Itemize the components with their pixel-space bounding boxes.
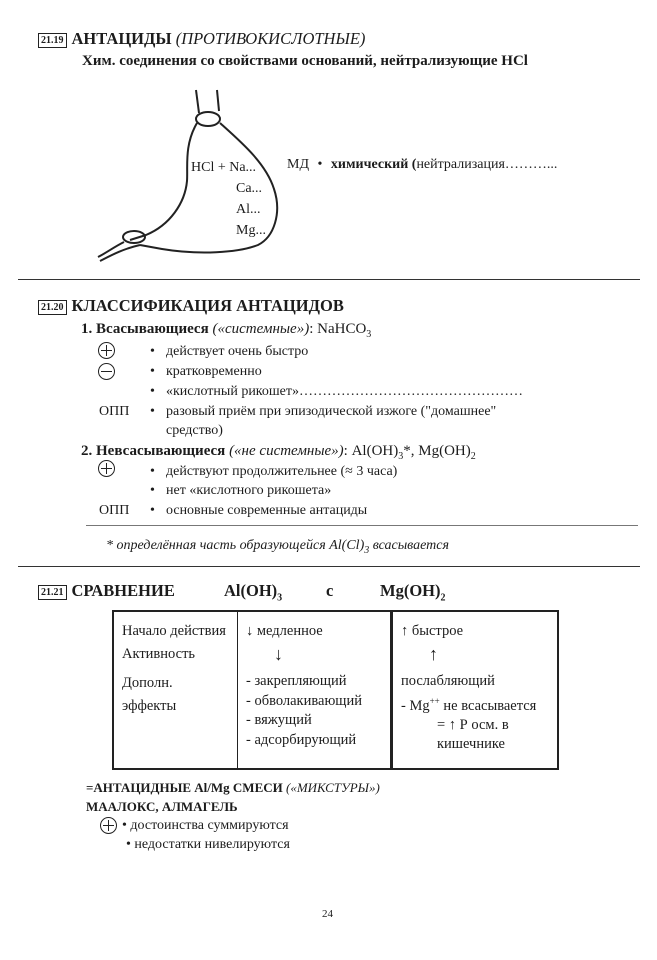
bullet-icon: • (150, 483, 155, 498)
plus-icon (98, 342, 115, 359)
section-title: АНТАЦИДЫ (71, 29, 172, 48)
row-label: Активность (122, 646, 196, 662)
al-onset: ↓ медленное (246, 623, 323, 639)
subscript: 3 (366, 329, 372, 340)
md-text: нейтрализация………... (416, 157, 558, 172)
md-bold: химический ( (330, 157, 417, 172)
divider (18, 566, 640, 567)
al-column (238, 611, 392, 769)
mg-effects: послабляющий - Mg++ не всасывается = ↑ Р осм. в кишечнике (401, 673, 537, 753)
section-21-19-heading (38, 29, 365, 49)
page-number: 24 (322, 908, 333, 920)
section-21-21-heading (38, 581, 598, 604)
row-label: Начало действия (122, 623, 226, 639)
bullet-icon: • (150, 364, 155, 379)
section-title-italic: (ПРОТИВОКИСЛОТНЫЕ) (175, 29, 366, 48)
brand-names: МААЛОКС, АЛМАГЕЛЬ (86, 799, 238, 814)
down-arrow-icon: ↓ (274, 644, 283, 664)
group-1-heading (81, 321, 371, 340)
mg-column (392, 611, 559, 769)
bullet-icon: • (150, 503, 155, 518)
list-item: • действуют продолжительнее (≈ 3 часа) (150, 464, 398, 479)
mixtures-heading: =АНТАЦИДНЫЕ Al/Mg СМЕСИ («МИКСТУРЫ») (86, 780, 380, 795)
list-item: • недостатки нивелируются (126, 837, 290, 852)
list-item-continued: средство) (166, 423, 223, 438)
row-label: Дополн. эффекты (122, 675, 177, 714)
diagram-label-na: HCl + Na... (191, 160, 257, 175)
group-number: 2. (81, 443, 93, 459)
mg-onset: ↑ быстрое (401, 623, 464, 639)
group-italic: («системные») (212, 321, 310, 337)
section-title: СРАВНЕНИЕ (71, 581, 175, 600)
group-number: 1. (81, 321, 93, 337)
diagram-label-ca: Ca... (236, 181, 263, 196)
compound-mg: $Mg(OH)_2$ (380, 581, 446, 604)
group-name: Невсасывающиеся (96, 443, 226, 459)
opp-label: ОПП (99, 404, 130, 419)
section-subtitle: Хим. соединения со свойствами оснований, нейтрализующие HCl (82, 53, 528, 69)
section-number: 21.20 (38, 300, 67, 315)
md-bullet: • (317, 157, 323, 172)
group-name: Всасывающиеся (96, 321, 209, 337)
plus-icon (98, 460, 115, 477)
plus-icon (100, 817, 117, 834)
list-item: • «кислотный рикошет»………………………………………… (150, 384, 524, 399)
divider (18, 279, 640, 280)
section-number: 21.21 (38, 585, 67, 600)
bullet-icon: • (150, 384, 155, 399)
bullet-icon: • (150, 464, 155, 479)
list-item: • разовый приём при эпизодической изжоге ("домашнее" (150, 404, 497, 419)
section-title: КЛАССИФИКАЦИЯ АНТАЦИДОВ (71, 296, 344, 315)
connector: с (326, 581, 334, 600)
row-labels (113, 611, 238, 769)
list-item: • действует очень быстро (150, 344, 309, 359)
list-item: • кратковременно (150, 364, 262, 379)
section-21-20-heading (38, 296, 344, 316)
opp-label: ОПП (99, 503, 130, 518)
mechanism-line (287, 157, 557, 173)
note-divider (86, 525, 638, 526)
compound-al: $Al(OH)_3$ (224, 581, 283, 604)
diagram-labels (191, 157, 266, 241)
minus-icon (98, 363, 115, 380)
footnote: * определённая часть образующейся $Al(Cl)_3$ всасывается (106, 538, 450, 556)
group-italic: («не системные») (229, 443, 344, 459)
group-formula: : NaHCO (309, 321, 367, 337)
list-item: • достоинства суммируются (122, 818, 289, 833)
bullet-icon: • (150, 404, 155, 419)
comparison-table (112, 610, 559, 770)
list-item: • нет «кислотного рикошета» (150, 483, 332, 498)
al-effects: - закрепляющий - обволакивающий - вяжущий - адсорбирующий (246, 673, 362, 748)
group-2-heading: 2. Невсасывающиеся («не системные»): $Al(OH)_3*$, $Mg(OH)_2$ (81, 443, 476, 462)
bullet-icon: • (150, 344, 155, 359)
diagram-label-mg: Mg... (236, 223, 266, 238)
diagram-label-al: Al... (236, 202, 261, 217)
list-item: • основные современные антациды (150, 503, 368, 518)
section-number: 21.19 (38, 33, 67, 48)
up-arrow-icon: ↑ (429, 644, 438, 664)
md-label: МД (287, 157, 309, 172)
